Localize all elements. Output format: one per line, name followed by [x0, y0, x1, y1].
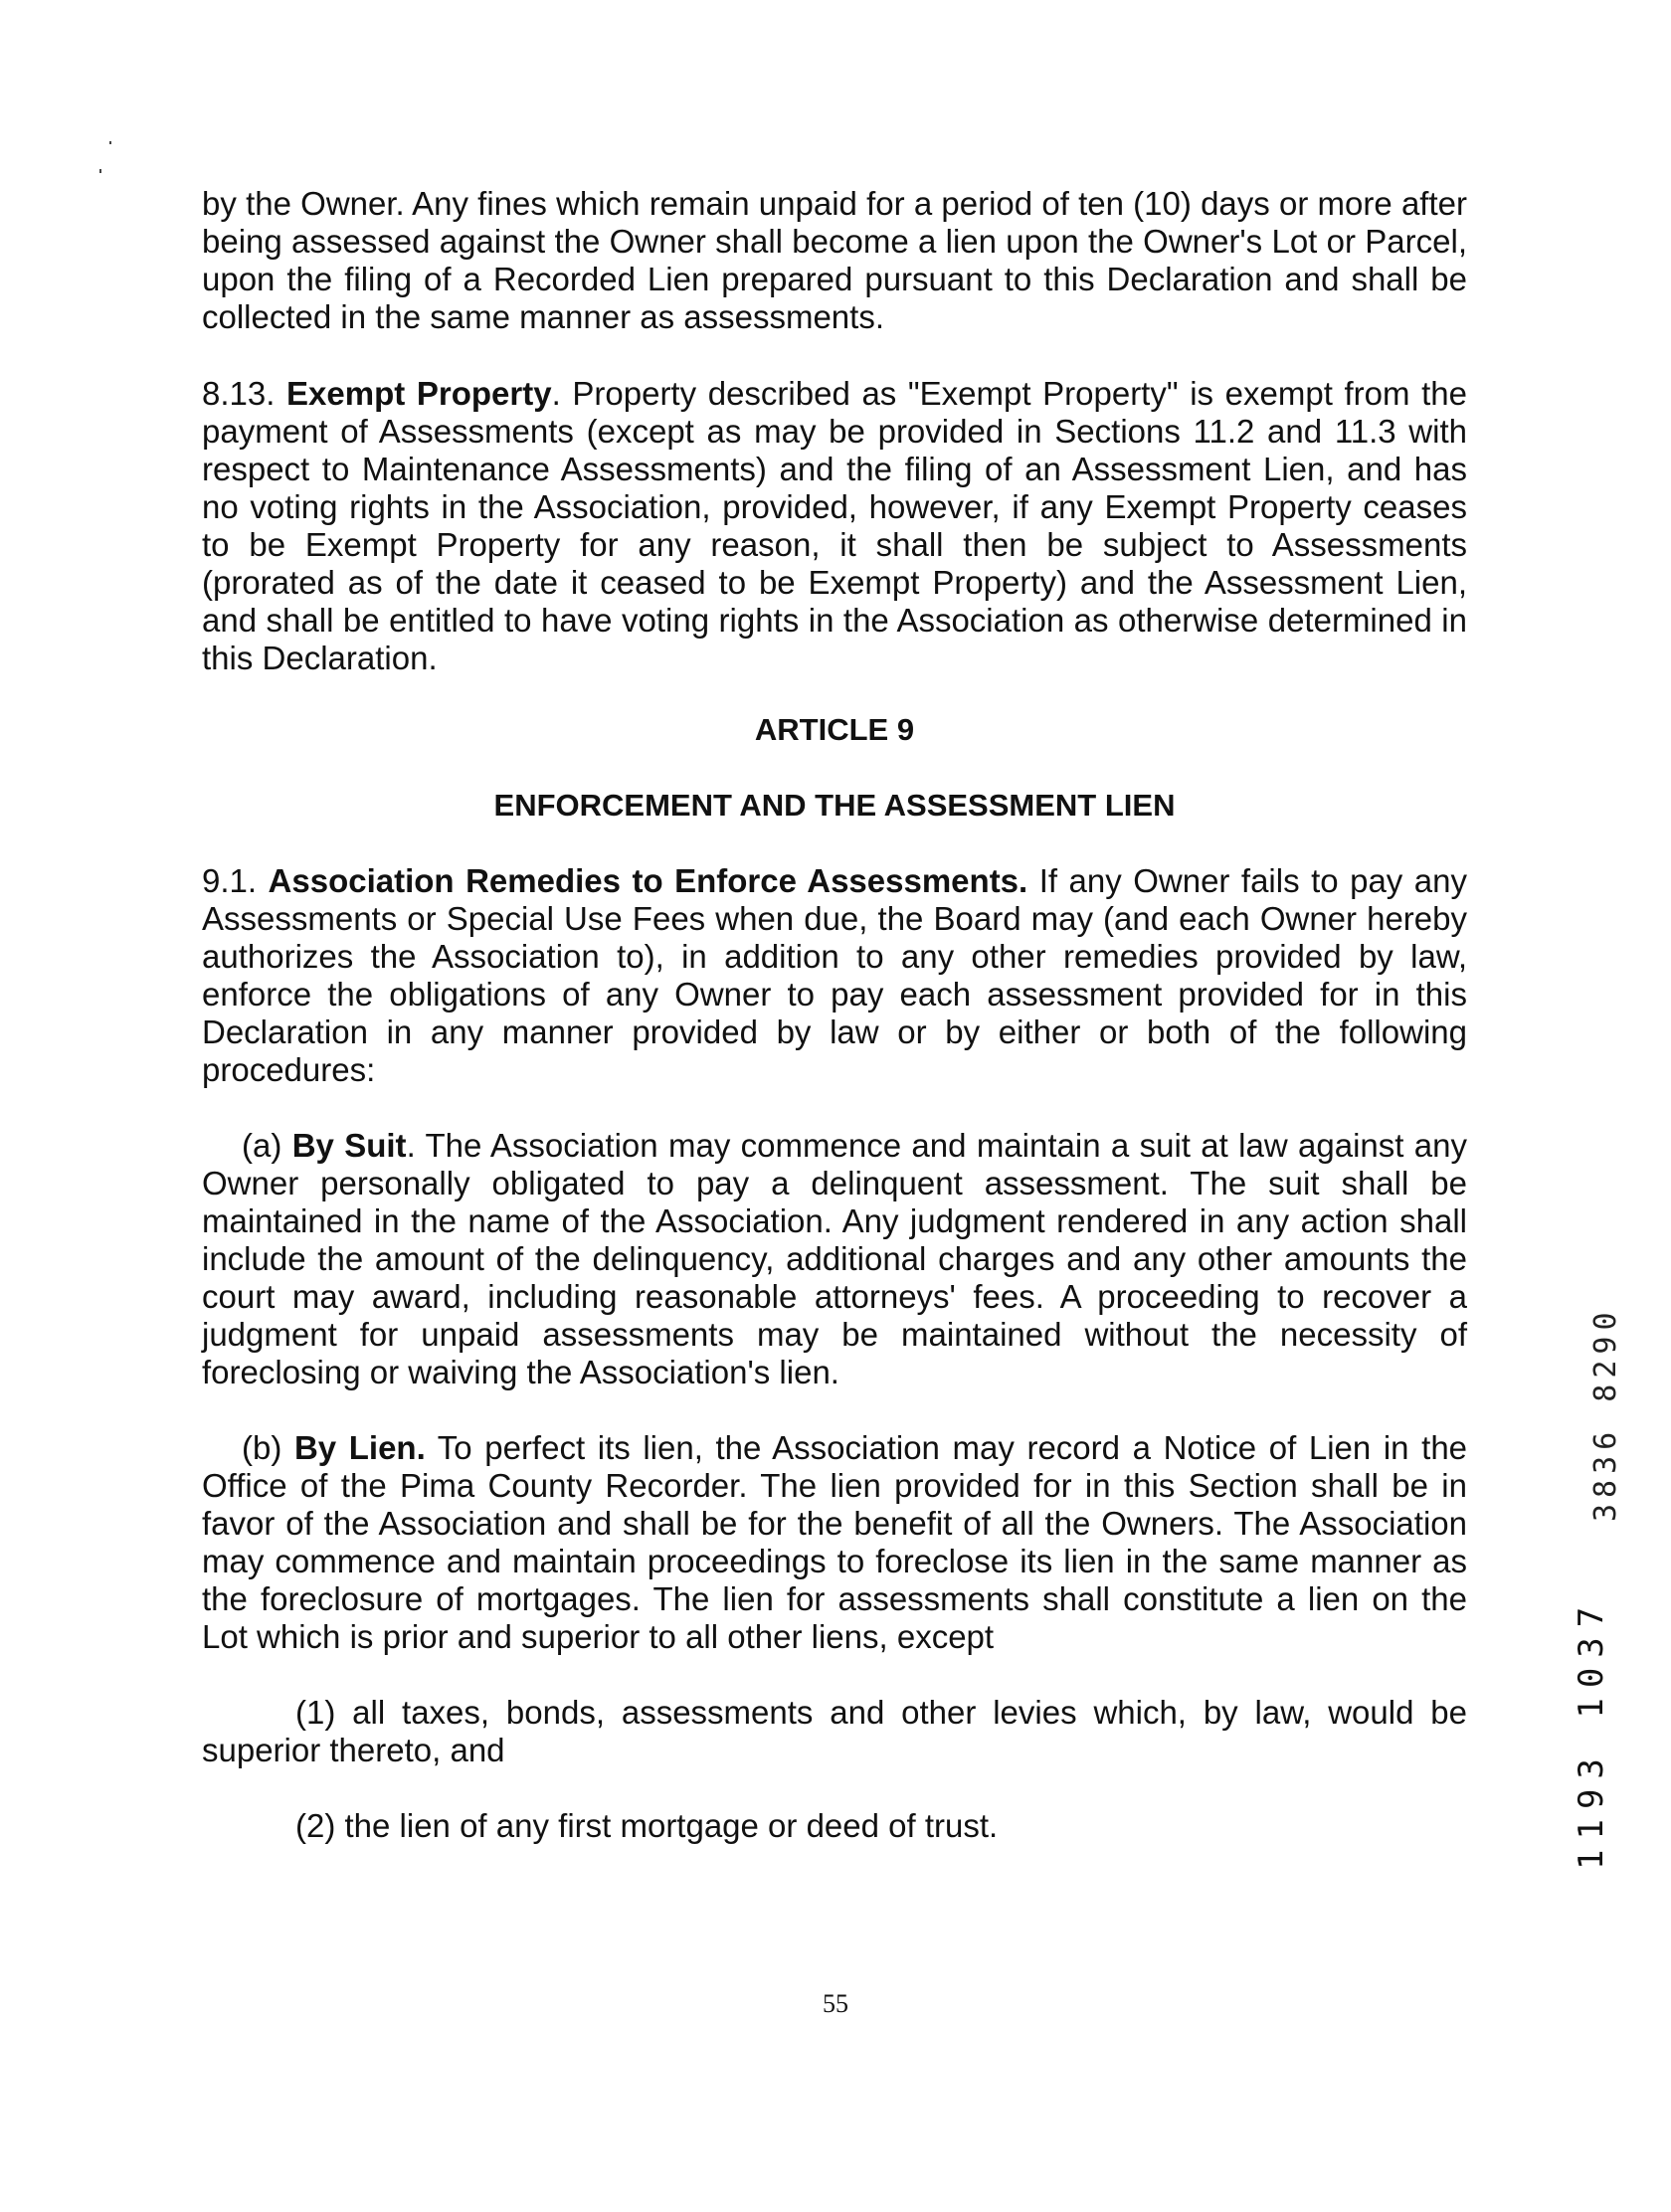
- item-b-heading: By Lien.: [293, 1429, 426, 1466]
- sub-item-1-text: (1) all taxes, bonds, assessments and other levies which, by law, would be superior thereto, and: [202, 1694, 1467, 1768]
- page-number: 55: [823, 1989, 848, 2018]
- item-b-text: To perfect its lien, the Association may record a Notice of Lien in the Office of the Pima County Recorder. The lien provided for in this Section shall be in favor of the Association and shall be for the benefit of all the Owners. The Association may commence and maintain proceedings to foreclose its lien in the same manner as the foreclosure of mortgages. The lien for assessments shall constitute a lien on the Lot which is prior and superior to all other liens, except: [202, 1429, 1468, 1655]
- section-9-1: [202, 862, 1467, 1089]
- section-8-13-text: . Property described as "Exempt Property" is exempt from the payment of Assessments (except as may be provided in Sections 11.2 and 11.3 with respect to Maintenance Assessments) and the filing of an Assessment Lien, and has no voting rights in the Association, provided, however, if any Exempt Property ceases to be Exempt Property for any reason, it shall then be subject to Assessments (prorated as of the date it ceased to be Exempt Property) and the Assessment Lien, and shall be entitled to have voting rights in the Association as otherwise determined in this Declaration.: [202, 375, 1467, 676]
- item-a-heading: By Suit: [291, 1127, 407, 1164]
- section-9-1-number: 9.1.: [202, 862, 258, 899]
- margin-stamp-numbers: 3836 8290: [1588, 1306, 1623, 1522]
- paragraph-continuation: [202, 185, 1467, 336]
- item-a-label: (a): [242, 1127, 292, 1164]
- item-a-text: . The Association may commence and maintain a suit at law against any Owner personally obligated to pay a delinquent assessment. The suit shall be maintained in the name of the Association. Any judgment rendered in any action shall include the amount of the delinquency, additional charges and any other amounts the court may award, including reasonable attorneys' fees. A proceeding to recover a judgment for unpaid assessments may be maintained without the necessity of foreclosing or waiving the Association's lien.: [202, 1127, 1468, 1390]
- item-b-label: (b): [242, 1429, 294, 1466]
- sub-item-1: [202, 1694, 1467, 1769]
- article-title: ARTICLE 9: [754, 712, 915, 747]
- section-8-13: [202, 375, 1467, 677]
- section-8-13-heading: Exempt Property: [286, 375, 552, 412]
- paragraph-continuation-text: by the Owner. Any fines which remain unpaid for a period of ten (10) days or more after being assessed against the Owner shall become a lien upon the Owner's Lot or Parcel, upon the filing of a Recorded Lien prepared pursuant to this Declaration and shall be collected in the same manner as assessments.: [202, 185, 1467, 335]
- scan-specks: [99, 139, 119, 179]
- speck-1: [109, 141, 111, 144]
- margin-barcode-stamp: [1572, 1542, 1611, 1870]
- margin-barcode-numbers: 1193 1037: [1572, 1596, 1611, 1870]
- margin-recording-stamp: [1588, 1164, 1623, 1522]
- sub-item-2-text: (2) the lien of any first mortgage or deed of trust.: [295, 1807, 999, 1844]
- item-a-by-suit: [202, 1127, 1467, 1391]
- item-b-by-lien: [202, 1429, 1467, 1656]
- article-subtitle: ENFORCEMENT AND THE ASSESSMENT LIEN: [493, 788, 1176, 823]
- section-9-1-heading: Association Remedies to Enforce Assessments.: [268, 862, 1028, 899]
- section-9-1-text: If any Owner fails to pay any Assessments or Special Use Fees when due, the Board may (and each Owner hereby authorizes the Association to), in addition to any other remedies provided by law, enforce the obligations of any Owner to pay each assessment provided for in this Declaration in any manner provided by law or by either or both of the following procedures:: [202, 862, 1467, 1088]
- section-8-13-number: 8.13.: [202, 375, 276, 412]
- speck-2: [99, 169, 101, 173]
- sub-item-2: [202, 1807, 1467, 1845]
